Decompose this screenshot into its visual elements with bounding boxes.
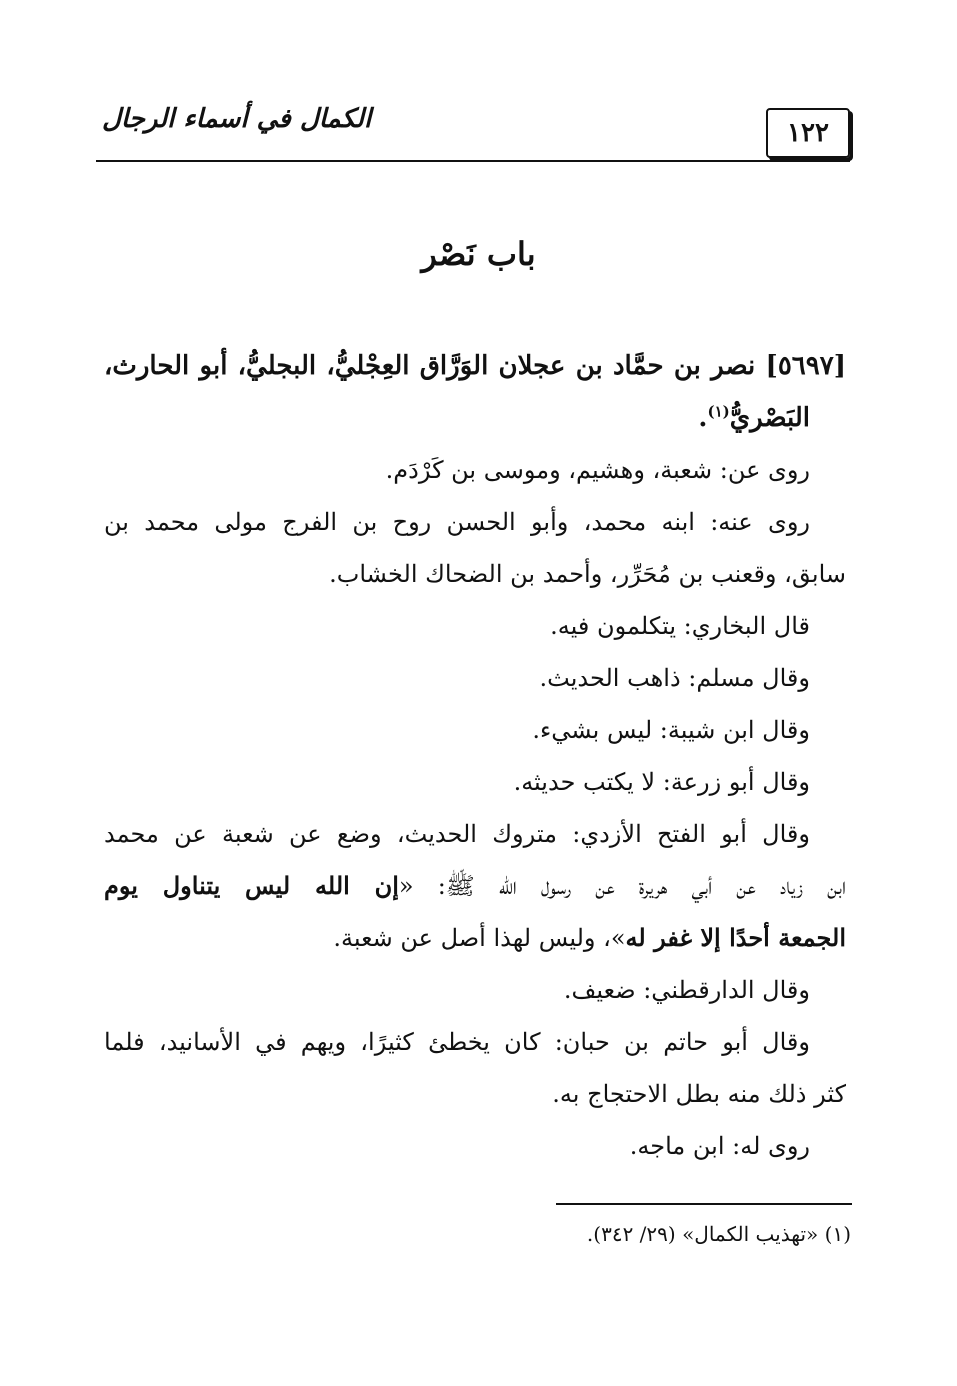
text-line: وقال أبو زرعة: لا يكتب حديثه. [513,768,810,796]
text-line: وقال أبو الفتح الأزدي: متروك الحديث، وضع عن شعبة عن محمد [104,820,810,848]
text-line: وقال ابن شيبة: ليس بشيء. [532,716,810,744]
footnote-marker: (١) [707,402,730,421]
footnote: (١) «تهذيب الكمال» (٢٩/ ٣٤٢). [586,1222,851,1246]
page-header [96,100,850,160]
text-line: وقال أبو حاتم بن حبان: كان يخطئ كثيرًا، ويهم في الأسانيد، فلما [104,1028,810,1056]
text-line: وقال الدارقطني: ضعيف. [563,976,810,1004]
text-line: سابق، وقعنب بن مُحَرِّر، وأحمد بن الضحاك الخشاب. [329,560,846,588]
book-title: الكمال في أسماء الرجال [102,104,372,134]
text-run: ابن زياد عن أبي هريرة عن رسول الله ﷺ: « [398,872,846,900]
text-run: »، وليس لهذا أصل عن شعبة. [333,924,626,952]
hadith-text: إن الله ليس يتناول يوم [104,871,399,900]
footnote-rule [556,1203,852,1205]
text-line: روى له: ابن ماجه. [629,1132,810,1160]
chapter-title: باب نَصْر [421,235,536,273]
entry-number: [٥٦٩٧] [765,351,846,381]
text-line: قال البخاري: يتكلمون فيه. [550,612,810,640]
entry-heading-line [104,392,846,444]
entry-heading-nisba: البَصْريُّ [729,403,810,433]
hadith-text: الجمعة أحدًا إلا غفر له [625,923,846,952]
text-line: كثر ذلك منه بطل الاحتجاج به. [552,1080,846,1108]
text-line [104,912,846,964]
header-rule [96,160,850,162]
text-line [104,860,846,912]
page-number: ١٢٢ [766,108,850,158]
text-line: وقال مسلم: ذاهب الحديث. [539,664,810,692]
text-line: روى عنه: ابنه محمد، وأبو الحسن روح بن الفرج مولى محمد بن [104,508,810,536]
entry-heading-line [104,340,846,392]
text-line: روى عن: شعبة، وهشيم، وموسى بن كَرْدَم. [385,456,810,484]
entry-body [104,340,846,1172]
entry-heading-end: . [698,403,708,433]
entry-heading-text: نصر بن حمَّاد بن عجلان الوَرَّاق العِجْليُّ، البجليُّ، أبو الحارث، [104,351,756,381]
